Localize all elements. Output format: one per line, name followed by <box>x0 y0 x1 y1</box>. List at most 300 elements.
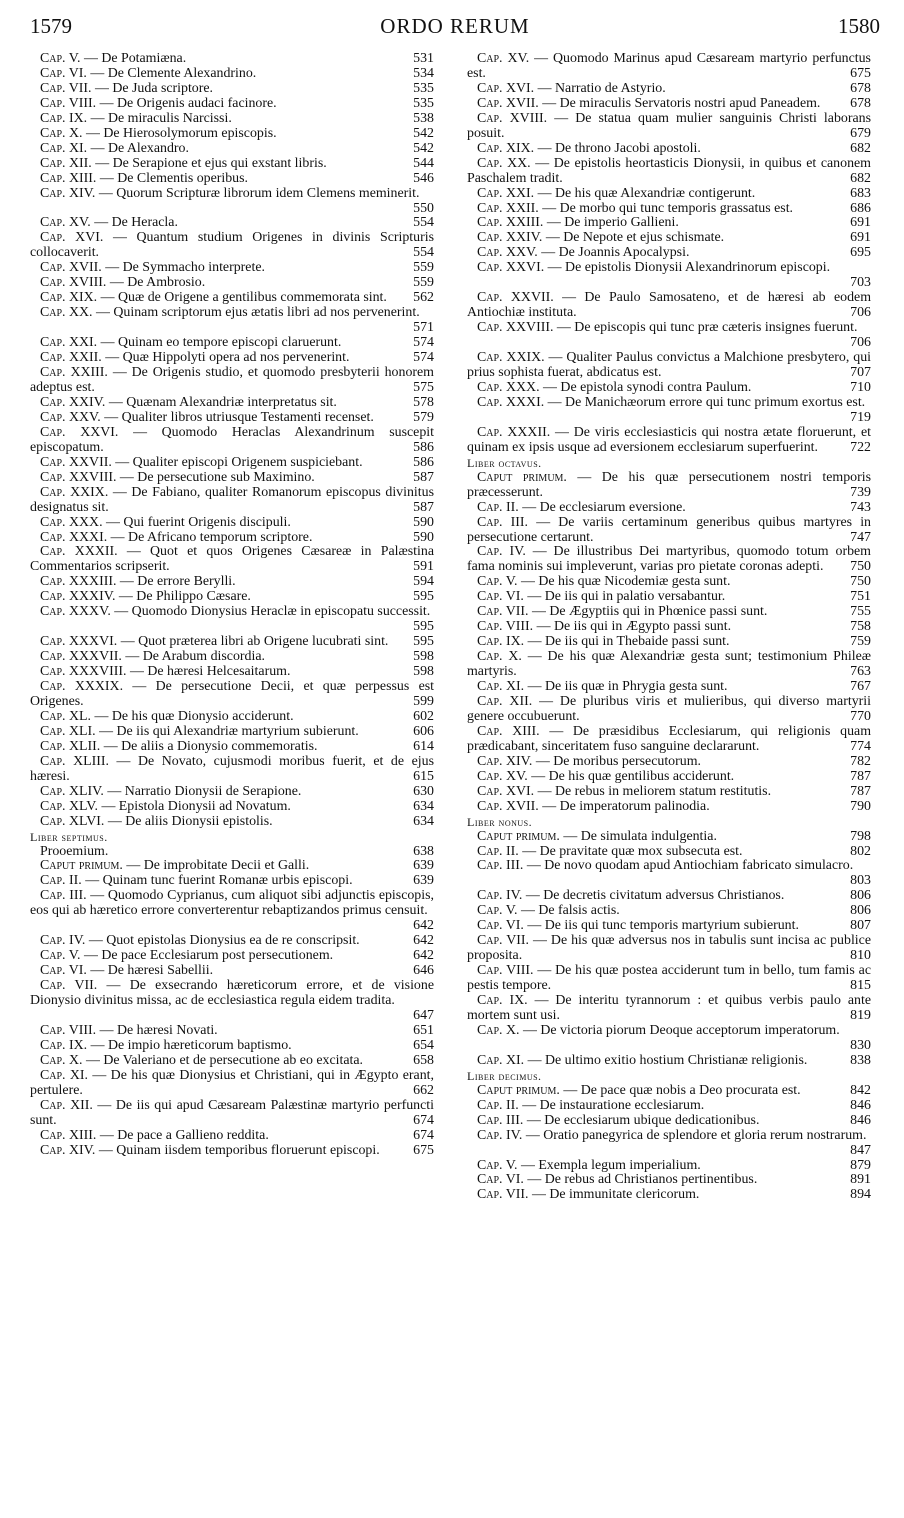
chapter-title: — De Serapione et ejus qui exstant libris. <box>95 155 327 171</box>
entry-page-number: 638 <box>413 843 434 859</box>
entry-page-number: 686 <box>850 200 871 216</box>
toc-entry <box>467 1099 871 1114</box>
chapter-label: Cap. XXX. <box>477 379 540 395</box>
entry-page-number: 842 <box>850 1082 871 1098</box>
entry-page-number: 691 <box>850 230 871 246</box>
entry-page-number: 674 <box>413 1127 434 1143</box>
toc-entry <box>467 426 871 456</box>
entry-page-number: 838 <box>850 1052 871 1068</box>
chapter-label: Cap. II. <box>477 499 519 515</box>
entry-page-number: 587 <box>413 499 434 515</box>
toc-entry <box>30 650 434 665</box>
entry-page-number: 810 <box>850 948 871 964</box>
chapter-label: Cap. III. <box>477 514 529 530</box>
chapter-label: Cap. XLIV. <box>40 783 104 799</box>
entry-page-number: 538 <box>413 110 434 126</box>
chapter-title: — De aliis a Dionysio commemoratis. <box>103 738 318 754</box>
chapter-label: Caput primum. <box>477 1082 560 1098</box>
toc-entry <box>467 1159 871 1174</box>
entry-page-number: 546 <box>413 170 434 186</box>
entry-page-number: 642 <box>413 948 434 964</box>
book-heading: Liber octavus. <box>467 455 542 470</box>
chapter-title: — De epistolis heortasticis Dionysii, in quibus et canonem Paschalem tradit. <box>467 155 871 186</box>
chapter-title: — De Clemente Alexandrino. <box>90 65 257 81</box>
chapter-label: Cap. XXVII. <box>477 290 554 306</box>
chapter-title: — De pluribus viris et mulieribus, qui diverso martyrii genere occubuerunt. <box>467 693 871 724</box>
chapter-label: Cap. XV. <box>40 215 91 231</box>
entry-page-number: 594 <box>413 574 434 590</box>
chapter-title: — De persecutione Decii, et quæ perpessus est Origenes. <box>30 679 434 709</box>
toc-entry <box>30 874 434 889</box>
toc-entry <box>30 1144 434 1159</box>
toc-entry <box>467 575 871 590</box>
toc-entry <box>467 246 871 261</box>
entry-page-number: 755 <box>850 604 871 620</box>
chapter-title: — Qualiter Paulus convictus a Malchione presbytero, qui prius sophista fuerat, abdicatus est. <box>467 350 871 381</box>
entry-page-number: 559 <box>413 260 434 276</box>
entry-page-number: 759 <box>850 634 871 650</box>
entry-page-number: 787 <box>850 783 871 799</box>
entry-page-number: 830 <box>850 1037 871 1053</box>
chapter-title: — De rebus in meliorem statum restitutis. <box>537 783 772 799</box>
chapter-label: Cap. XLI. <box>40 723 96 739</box>
toc-entry <box>30 351 434 366</box>
chapter-label: Cap. XVI. <box>477 80 535 96</box>
chapter-title: — Oratio panegyrica de splendore et gloria rerum nostrarum. <box>525 1127 867 1143</box>
chapter-title: — De his quæ adversus nos in tabulis sunt incisa ac publice proposita. <box>467 933 871 964</box>
chapter-label: Cap. XV. <box>477 768 528 784</box>
chapter-label: Caput primum. <box>40 858 123 874</box>
chapter-label: Cap. XVII. <box>477 798 539 814</box>
chapter-label: Cap. XVII. <box>40 260 102 276</box>
left-column <box>30 52 434 1159</box>
entry-page-number: 798 <box>850 828 871 844</box>
chapter-title: — De pace Ecclesiarum post persecutionem. <box>83 948 334 964</box>
toc-entry <box>30 785 434 800</box>
entry-page-number: 595 <box>413 619 434 635</box>
chapter-title: — De ecclesiarum ubique dedicationibus. <box>526 1112 760 1128</box>
toc-entry <box>467 396 871 426</box>
toc-entry <box>30 142 434 157</box>
entry-page-number: 675 <box>850 65 871 81</box>
toc-entry <box>30 1054 434 1069</box>
entry-page-number: 751 <box>850 589 871 605</box>
chapter-label: Cap. XI. <box>40 1067 89 1083</box>
toc-entry <box>467 994 871 1024</box>
chapter-label: Cap. IX. <box>40 110 88 126</box>
toc-entry <box>467 381 871 396</box>
toc-entry <box>30 157 434 172</box>
toc-entry <box>30 949 434 964</box>
chapter-title: — De iis quæ in Phrygia gesta sunt. <box>527 679 728 695</box>
toc-entry <box>30 306 434 336</box>
toc-entry <box>30 725 434 740</box>
chapter-label: Cap. VI. <box>477 918 524 934</box>
entry-page-number: 879 <box>850 1157 871 1173</box>
chapter-title: — De his quæ Nicodemiæ gesta sunt. <box>520 574 731 590</box>
chapter-title: — De Manichæorum errore qui tunc primum exortus est. <box>547 394 866 410</box>
toc-entry <box>467 605 871 620</box>
toc-entry <box>467 52 871 82</box>
toc-entry <box>30 411 434 426</box>
chapter-label: Cap. VII. <box>477 933 530 949</box>
chapter-label: Cap. XVI. <box>40 230 104 246</box>
chapter-label: Cap. XXIX. <box>477 350 545 366</box>
entry-page-number: 894 <box>850 1187 871 1203</box>
toc-entry <box>30 471 434 486</box>
chapter-label: Cap. V. <box>40 51 81 66</box>
toc-entry <box>30 127 434 142</box>
toc-entry <box>467 545 871 575</box>
chapter-label: Cap. III. <box>40 888 87 904</box>
entry-page-number: 590 <box>413 514 434 530</box>
chapter-label: Cap. III. <box>477 858 524 874</box>
entry-page-number: 654 <box>413 1037 434 1053</box>
entry-page-number: 535 <box>413 80 434 96</box>
page-number-left: 1579 <box>30 14 72 38</box>
chapter-title: — De imperio Gallieni. <box>546 215 679 231</box>
chapter-title: — Quæ Hippolyti opera ad nos pervenerint. <box>105 350 350 366</box>
toc-entry <box>30 366 434 396</box>
chapter-label: Cap. II. <box>477 843 519 859</box>
toc-entry <box>467 1173 871 1188</box>
toc-entry <box>30 1024 434 1039</box>
entry-page-number: 599 <box>413 693 434 709</box>
chapter-title: — De decretis civitatum adversus Christianos. <box>525 888 785 904</box>
toc-entry <box>30 1039 434 1054</box>
chapter-title: — De his quæ Alexandriæ contigerunt. <box>537 185 756 201</box>
toc-entry <box>467 919 871 934</box>
toc-entry <box>467 321 871 351</box>
entry-page-number: 574 <box>413 335 434 351</box>
chapter-label: Cap. XXIII. <box>477 215 544 231</box>
chapter-title: — De pace quæ nobis a Deo procurata est. <box>563 1082 801 1098</box>
toc-entry <box>30 575 434 590</box>
chapter-title: — De his quæ Dionysio acciderunt. <box>94 708 294 724</box>
entry-page-number: 642 <box>413 918 434 934</box>
entry-page-number: 575 <box>413 379 434 395</box>
entry-page-number: 846 <box>850 1097 871 1113</box>
chapter-label: Cap. VIII. <box>477 619 534 635</box>
chapter-label: Caput primum. <box>477 469 567 485</box>
chapter-title: — De Paulo Samosateno, et de hæresi ab eodem Antiochiæ instituta. <box>467 290 871 321</box>
entry-page-number: 586 <box>413 439 434 455</box>
entry-page-number: 846 <box>850 1112 871 1128</box>
chapter-title: — De errore Berylli. <box>119 574 236 590</box>
chapter-title: — De Clementis operibus. <box>99 170 249 186</box>
entry-page-number: 658 <box>413 1052 434 1068</box>
chapter-title: — Quot epistolas Dionysius ea de re conscripsit. <box>88 933 360 949</box>
chapter-label: Cap. XIV. <box>40 185 96 201</box>
chapter-label: Cap. V. <box>40 948 81 964</box>
chapter-title: — De iis qui in Ægypto passi sunt. <box>536 619 732 635</box>
chapter-label: Cap. XXIX. <box>40 484 109 500</box>
entry-page-number: 815 <box>850 978 871 994</box>
chapter-title: — Quæ de Origene a gentilibus commemorata sint. <box>100 290 387 306</box>
chapter-label: Cap. XIII. <box>477 723 540 739</box>
toc-entry <box>30 486 434 516</box>
entry-page-number: 743 <box>850 499 871 515</box>
chapter-label: Cap. XXXVIII. <box>40 664 127 680</box>
entry-page-number: 595 <box>413 589 434 605</box>
chapter-title: — De epistolis Dionysii Alexandrinorum episcopi. <box>547 260 831 276</box>
toc-entry <box>30 1129 434 1144</box>
entry-page-number: 606 <box>413 723 434 739</box>
chapter-label: Cap. XII. <box>40 155 92 171</box>
chapter-label: Cap. XVIII. <box>477 110 548 126</box>
chapter-label: Cap. XXVII. <box>40 454 112 470</box>
chapter-label: Cap. XXXIX. <box>40 679 124 695</box>
chapter-title: — De rebus ad Christianos pertinentibus. <box>527 1172 758 1188</box>
chapter-label: Cap. XVI. <box>477 783 535 799</box>
toc-entry <box>467 231 871 246</box>
chapter-label: Cap. XII. <box>40 1097 93 1113</box>
chapter-label: Cap. VII. <box>477 604 529 620</box>
entry-page-number: 544 <box>413 155 434 171</box>
entry-page-number: 630 <box>413 783 434 799</box>
entry-page-number: 706 <box>850 335 871 351</box>
chapter-label: Cap. XL. <box>40 708 91 724</box>
chapter-label: Cap. XX. <box>40 305 93 321</box>
entry-page-number: 703 <box>850 275 871 291</box>
entry-page-number: 695 <box>850 245 871 261</box>
toc-entry <box>30 815 434 830</box>
chapter-label: Cap. XXX. <box>40 514 103 530</box>
chapter-label: Cap. IV. <box>477 544 526 560</box>
chapter-label: Cap. VIII. <box>40 1022 97 1038</box>
chapter-label: Cap. XI. <box>477 679 525 695</box>
toc-entry <box>30 426 434 456</box>
chapter-title: — De Origenis studio, et quomodo presbyterii honorem adeptus est. <box>30 365 434 395</box>
chapter-title: — De instauratione ecclesiarum. <box>522 1097 705 1113</box>
chapter-title: — De episcopis qui tunc præ cæteris insignes fuerunt. <box>556 320 858 336</box>
toc-entry <box>467 1188 871 1203</box>
chapter-title: — De Hierosolymorum episcopis. <box>85 125 277 141</box>
entry-page-number: 587 <box>413 469 434 485</box>
chapter-label: Cap. X. <box>477 1022 520 1038</box>
toc-entry <box>467 845 871 860</box>
chapter-title: — Exempla legum imperialium. <box>520 1157 701 1173</box>
toc-entry <box>30 845 434 860</box>
entry-page-number: 535 <box>413 95 434 111</box>
toc-entry <box>30 531 434 546</box>
chapter-label: Cap. XV. <box>477 51 530 66</box>
chapter-title: — De exsecrando hæreticorum errore, et de visione Dionysio divinitus missa, ac de ecclesiastica regula eidem tradita. <box>30 978 434 1009</box>
toc-entry <box>467 904 871 919</box>
toc-entry <box>30 291 434 306</box>
page-header <box>30 14 880 44</box>
entry-page-number: 578 <box>413 394 434 410</box>
chapter-label: Cap. X. <box>477 649 522 665</box>
entry-page-number: 763 <box>850 664 871 680</box>
chapter-title: — De Potamiæna. <box>83 51 187 66</box>
toc-entry <box>467 830 871 845</box>
toc-entry <box>467 82 871 97</box>
chapter-label: Cap. XXXI. <box>477 394 545 410</box>
chapter-title: — De morbo qui tunc temporis grassatus est. <box>542 200 794 216</box>
chapter-label: Cap. VIII. <box>40 95 97 111</box>
toc-entry <box>30 1099 434 1129</box>
page-number-right: 1580 <box>838 14 880 38</box>
entry-page-number: 634 <box>413 798 434 814</box>
chapter-title: — De epistola synodi contra Paulum. <box>543 379 752 395</box>
chapter-title: — Quinam iisdem temporibus floruerunt episcopi. <box>98 1142 380 1158</box>
chapter-title: — De moribus persecutorum. <box>535 753 701 769</box>
chapter-label: Cap. XIX. <box>477 140 535 156</box>
chapter-label: Cap. XIII. <box>40 170 97 186</box>
toc-entry <box>30 97 434 112</box>
chapter-label: Cap. XLII. <box>40 738 101 754</box>
chapter-title: — Quorum Scripturæ librorum idem Clemens meminerit. <box>98 185 420 201</box>
chapter-label: Cap. X. <box>40 125 83 141</box>
toc-entry <box>467 1024 871 1054</box>
toc-entry <box>467 934 871 964</box>
toc-entry <box>30 665 434 680</box>
entry-page-number: 678 <box>850 80 871 96</box>
chapter-title: — De statua quam mulier sanguinis Christi laborans posuit. <box>467 110 871 141</box>
chapter-title: — De Origenis audaci facinore. <box>99 95 277 111</box>
toc-entry <box>30 187 434 217</box>
chapter-label: Cap. XVII. <box>477 95 539 111</box>
entry-page-number: 807 <box>850 918 871 934</box>
entry-page-number: 682 <box>850 170 871 186</box>
chapter-title: — De ultimo exitio hostium Christianæ religionis. <box>527 1052 808 1068</box>
entry-page-number: 674 <box>413 1112 434 1128</box>
chapter-label: Cap. XXVI. <box>40 424 119 440</box>
entry-page-number: 634 <box>413 813 434 829</box>
toc-entry <box>30 52 434 67</box>
chapter-label: Cap. VIII. <box>477 963 534 979</box>
entry-page-number: 550 <box>413 200 434 216</box>
chapter-title: — De his quæ gentilibus acciderunt. <box>531 768 735 784</box>
toc-entry <box>467 635 871 650</box>
entry-page-number: 710 <box>850 379 871 395</box>
entry-page-number: 682 <box>850 140 871 156</box>
entry-page-number: 806 <box>850 903 871 919</box>
chapter-title: — De Ægyptiis qui in Phœnice passi sunt. <box>531 604 768 620</box>
chapter-label: Cap. V. <box>477 903 518 919</box>
chapter-label: Cap. XXXII. <box>40 544 118 560</box>
chapter-title: — De iis qui in Thebaide passi sunt. <box>527 634 730 650</box>
chapter-title: — De persecutione sub Maximino. <box>119 469 315 485</box>
chapter-label: Cap. III. <box>477 1112 524 1128</box>
toc-entry <box>30 396 434 411</box>
toc-entry <box>467 261 871 291</box>
chapter-label: Cap. XXVI. <box>477 260 545 276</box>
chapter-title: — De variis certaminum generibus quibus martyres in persecutione certarunt. <box>467 514 871 545</box>
entry-page-number: 639 <box>413 858 434 874</box>
toc-entry <box>30 516 434 531</box>
entry-page-number: 790 <box>850 798 871 814</box>
toc-entry <box>30 889 434 934</box>
chapter-title: — De falsis actis. <box>520 903 620 919</box>
chapter-label: Cap. VI. <box>40 963 87 979</box>
chapter-title: — De novo quodam apud Antiochiam fabricato simulacro. <box>526 858 854 874</box>
chapter-title: — De his quæ persecutionem nostri temporis præcesserunt. <box>467 469 871 500</box>
entry-page-number: 598 <box>413 649 434 665</box>
chapter-title: — De illustribus Dei martyribus, quomodo totum orbem fama nominis sui impleverunt, varias pro pietate coronas adepti. <box>467 544 871 575</box>
chapter-label: Cap. XXXIV. <box>40 589 116 605</box>
chapter-label: Cap. XXI. <box>477 185 535 201</box>
chapter-title: — De impio hæreticorum baptismo. <box>90 1037 292 1053</box>
chapter-title: — De victoria piorum Deoque acceptorum imperatorum. <box>522 1022 840 1038</box>
chapter-label: Cap. XII. <box>477 693 533 709</box>
chapter-title: — De miraculis Servatoris nostri apud Paneadem. <box>542 95 821 111</box>
chapter-title: — Quomodo Marinus apud Cæsaream martyrio perfunctus est. <box>467 51 871 81</box>
toc-entry <box>467 650 871 680</box>
chapter-title: — Quænam Alexandriæ interpretatus sit. <box>108 394 337 410</box>
toc-entry <box>30 336 434 351</box>
entry-page-number: 562 <box>413 290 434 306</box>
chapter-title: — Quot et quos Origenes Cæsareæ in Palæstina Commentarios scripserit. <box>30 544 434 575</box>
chapter-title: — Quantum studium Origenes in divinis Scripturis collocaverit. <box>30 230 434 261</box>
chapter-title: — Quinam scriptorum ejus ætatis libri ad nos pervenerint. <box>96 305 420 321</box>
chapter-title: — Quomodo Dionysius Heraclæ in episcopatu successit. <box>114 604 431 620</box>
chapter-title: — Quinam tunc fuerint Romanæ urbis episcopi. <box>85 873 353 889</box>
chapter-title: — De viris ecclesiasticis qui nostra ætate floruerunt, et quinam ex ipsis usque ad eversionem ecclesiarum superfuerint. <box>467 424 871 455</box>
toc-entry <box>30 261 434 276</box>
chapter-label: Cap. XXXI. <box>40 529 108 545</box>
chapter-label: Cap. IX. <box>477 993 528 1009</box>
chapter-title: — De Symmacho interprete. <box>105 260 265 276</box>
toc-entry <box>30 216 434 231</box>
toc-entry <box>30 680 434 710</box>
toc-entry <box>467 680 871 695</box>
chapter-title: — De his quæ Alexandriæ gesta sunt; testimonium Phileæ martyris. <box>467 649 871 680</box>
chapter-label: Cap. XXVIII. <box>477 320 554 336</box>
entry-page-number: 554 <box>413 215 434 231</box>
chapter-label: Cap. VI. <box>477 589 524 605</box>
entry-page-number: 531 <box>413 51 434 66</box>
entry-page-number: 602 <box>413 708 434 724</box>
entry-page-number: 579 <box>413 409 434 425</box>
chapter-label: Cap. XLV. <box>40 798 98 814</box>
chapter-title: — De Arabum discordia. <box>125 649 265 665</box>
running-title: ORDO RERUM <box>380 14 530 38</box>
chapter-title: — De hæresi Sabellii. <box>90 963 214 979</box>
chapter-title: — De Joannis Apocalypsi. <box>541 245 690 261</box>
toc-entry <box>30 740 434 755</box>
book-heading: Liber decimus. <box>467 1068 542 1083</box>
toc-entry <box>467 620 871 635</box>
chapter-title: — Quomodo Heraclas Alexandrinum suscepit episcopatum. <box>30 424 434 455</box>
chapter-title: — Narratio Dionysii de Serapione. <box>107 783 302 799</box>
toc-entry <box>467 112 871 142</box>
chapter-label: Cap. XVIII. <box>40 275 107 291</box>
chapter-label: Cap. XXII. <box>40 350 102 366</box>
chapter-label: Cap. II. <box>40 873 82 889</box>
chapter-title: — De throno Jacobi apostoli. <box>537 140 701 156</box>
toc-entry <box>467 291 871 321</box>
chapter-label: Cap. II. <box>477 1097 519 1113</box>
chapter-title: — De his quæ Dionysius et Christiani, qui in Ægypto erant, pertulere. <box>30 1067 434 1098</box>
entry-page-number: 683 <box>850 185 871 201</box>
chapter-title: — Quinam eo tempore episcopi claruerunt. <box>100 335 342 351</box>
chapter-label: Cap. XI. <box>40 140 88 156</box>
chapter-label: Cap. XXI. <box>40 335 98 351</box>
toc-entry <box>30 1069 434 1099</box>
chapter-label: Cap. XXXVI. <box>40 634 118 650</box>
chapter-title: — De Africano temporum scriptore. <box>110 529 313 545</box>
entry-page-number: 750 <box>850 574 871 590</box>
entry-page-number: 767 <box>850 679 871 695</box>
chapter-label: Cap. IX. <box>40 1037 88 1053</box>
chapter-title: — De Valeriano et de persecutione ab eo excitata. <box>85 1052 364 1068</box>
chapter-title: — De Fabiano, qualiter Romanorum episcopus divinitus designatus sit. <box>30 484 434 515</box>
chapter-title: — De iis qui tunc temporis martyrium subierunt. <box>527 918 799 934</box>
chapter-label: Cap. XIV. <box>477 753 533 769</box>
chapter-title: — De Novato, cujusmodi moribus fuerit, et de ejus hæresi. <box>30 753 434 784</box>
